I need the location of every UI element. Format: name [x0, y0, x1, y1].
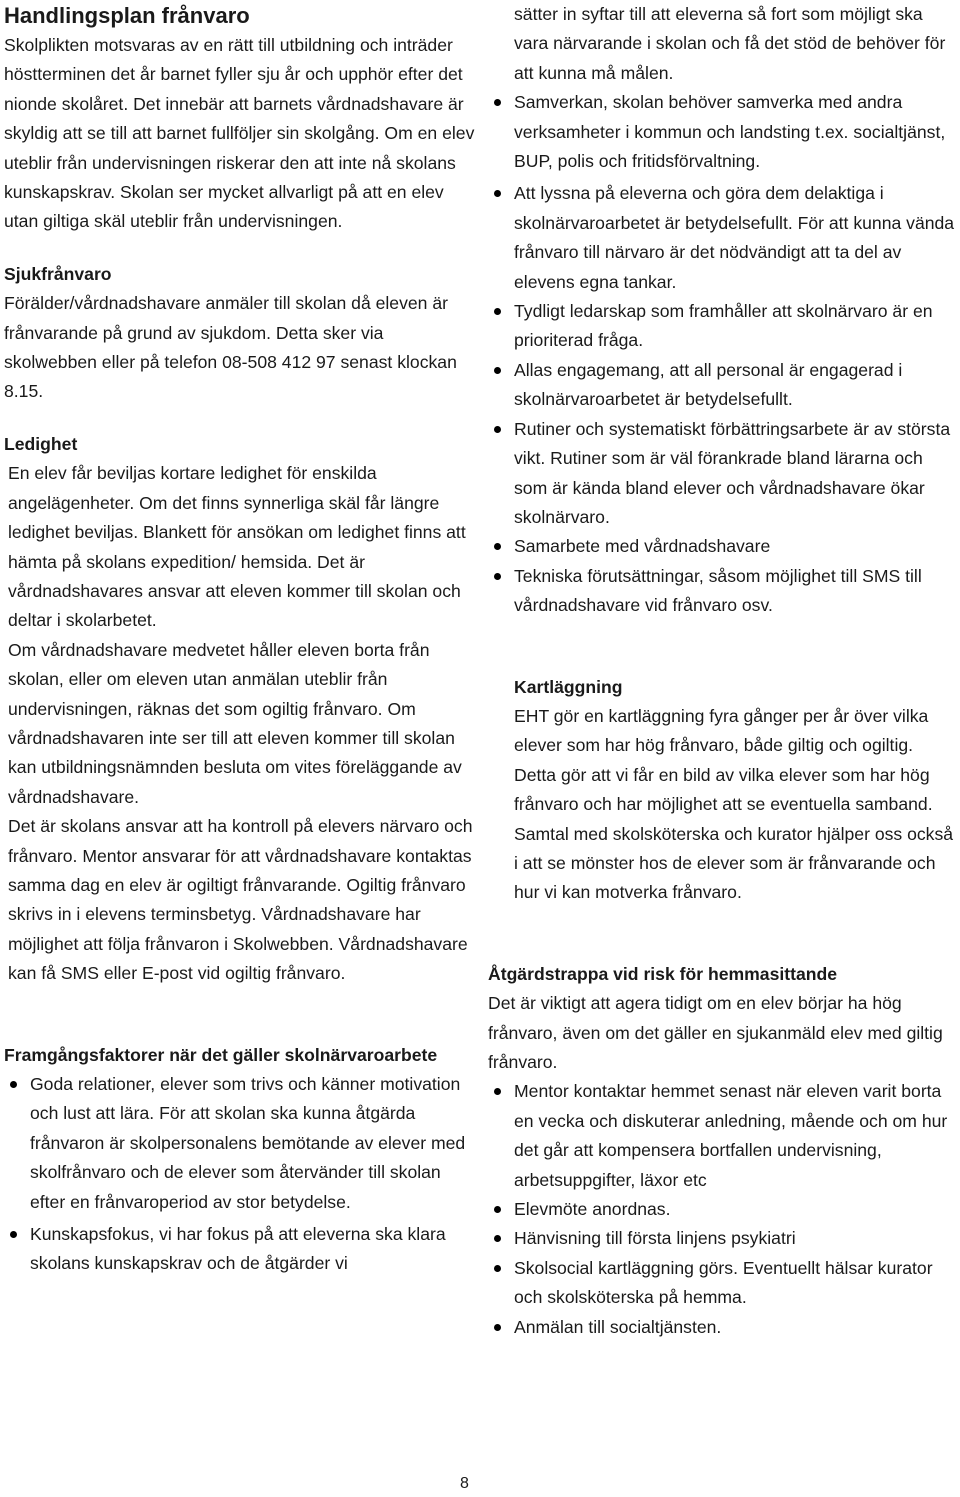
- sjukfranvaro-paragraph: Förälder/vårdnadshavare anmäler till skolan då eleven är frånvarande på grund av sjukdom. Detta sker via skolwebben eller på telefon 08-508 412 97 senast klockan 8.15.: [4, 293, 457, 402]
- ansvar-paragraph: Det är skolans ansvar att ha kontroll på elevers närvaro och frånvaro. Mentor ansvarar för att vårdnadshavare kontaktas samma dag en elev är ogiltigt frånvarande. Ogiltig frånvaro skrivs in i elevens terminsbetyg. Vårdnadshavare har möjlighet att följa frånvaron i Skolwebben. Vårdnadshavare kan få SMS eller E-post vid ogiltig frånvaro.: [8, 816, 473, 984]
- kartlaggning-heading: Kartläggning: [514, 676, 623, 697]
- success-factors-list: [488, 88, 956, 620]
- continuation-text: sätter in syftar till att eleverna så fort som möjligt ska vara närvarande i skolan och få det stöd de behöver för att kunna må målen.: [514, 4, 946, 83]
- list-item: Samverkan, skolan behöver samverka med andra verksamheter i kommun och landsting t.ex. socialtjänst, BUP, polis och fritidsförvaltning.: [488, 88, 956, 176]
- atgardstrappa-heading: Åtgärdstrappa vid risk för hemmasittande: [488, 963, 838, 984]
- list-item: Allas engagemang, att all personal är engagerad i skolnärvaroarbetet är betydelsefullt.: [488, 356, 956, 415]
- list-item: Mentor kontaktar hemmet senast när eleven varit borta en vecka och diskuterar anledning, mående och om hur det går att kompensera bortfallen undervisning, arbetsuppgifter, läxor etc: [488, 1077, 956, 1195]
- list-item: Anmälan till socialtjänsten.: [488, 1313, 956, 1342]
- right-column: [488, 0, 956, 1342]
- list-item: Skolsocial kartläggning görs. Eventuellt hälsar kurator och skolsköterska på hemma.: [488, 1254, 956, 1313]
- atgardstrappa-list: [488, 1077, 956, 1342]
- list-item: Tekniska förutsättningar, såsom möjlighet till SMS till vårdnadshavare vid frånvaro osv.: [488, 562, 956, 621]
- ogiltig-franvaro-paragraph: Om vårdnadshavare medvetet håller eleven borta från skolan, eller om eleven utan anmälan uteblir från undervisningen, räknas det som ogiltig frånvaro. Om vårdnadshavaren inte ser till att eleven kommer till skolan kan utbildningsnämnden besluta om vites föreläggande av vårdnadshavare.: [8, 639, 462, 807]
- list-item: Att lyssna på eleverna och göra dem delaktiga i skolnärvaroarbetet är betydelsefullt. För att kunna vända frånvaro till närvaro är det nödvändigt att ta del av elevens egna tankar.: [488, 179, 956, 297]
- list-item: Elevmöte anordnas.: [488, 1195, 956, 1224]
- framgangsfaktorer-list: [4, 1070, 480, 1279]
- list-item: Hänvisning till första linjens psykiatri: [488, 1224, 956, 1253]
- kartlaggning-paragraph: EHT gör en kartläggning fyra gånger per år över vilka elever som har hög frånvaro, både giltig och ogiltig. Detta gör att vi får en bild av vilka elever som har hög frånvaro och har möjlighet att se eventuella samband. Samtal med skolsköterska och kurator hjälper oss också i att se mönster hos de elever som är frånvarande och hur vi kan motverka frånvaro.: [514, 705, 954, 903]
- list-item: Kunskapsfokus, vi har fokus på att eleverna ska klara skolans kunskapskrav och de åtgärder vi: [4, 1220, 480, 1279]
- ledighet-paragraph: En elev får beviljas kortare ledighet för enskilda angelägenheter. Om det finns synnerliga skäl får längre ledighet beviljas. Blankett för ansökan om ledighet finns att hämta på skolans expedition/ hemsida. Det är vårdnadshavares ansvar att eleven kommer till skolan och deltar i skolarbetet.: [8, 463, 466, 631]
- intro-paragraph: Skolplikten motsvaras av en rätt till utbildning och inträder höstterminen det år barnet fyller sju år och upphör efter det nionde skolåret. Det innebär att barnets vårdnadshavare är skyldig att se till att barnet fullföljer sin skolgång. Om en elev uteblir från undervisningen riskerar den att inte nå skolans kunskapskrav. Skolan ser mycket allvarligt på att en elev utan giltiga skäl uteblir från undervisningen.: [4, 35, 475, 232]
- sjukfranvaro-heading: Sjukfrånvaro: [4, 263, 112, 284]
- list-item: Tydligt ledarskap som framhåller att skolnärvaro är en prioriterad fråga.: [488, 297, 956, 356]
- ledighet-heading: Ledighet: [4, 433, 78, 454]
- page-title: Handlingsplan frånvaro: [4, 3, 250, 28]
- left-column: [4, 0, 480, 1279]
- page-number: 8: [460, 1475, 469, 1492]
- list-item: Rutiner och systematiskt förbättringsarbete är av största vikt. Rutiner som är väl förankrade bland lärarna och som är kända bland elever och vårdnadshavare ökar skolnärvaro.: [488, 415, 956, 533]
- list-item: Samarbete med vårdnadshavare: [488, 532, 956, 561]
- list-item: Goda relationer, elever som trivs och känner motivation och lust att lära. För att skolan ska kunna åtgärda frånvaron är skolpersonalens bemötande av elever med skolfrånvaro och de elever som återvänder till skolan efter en frånvaroperiod av stor betydelse.: [4, 1070, 480, 1217]
- atgardstrappa-paragraph: Det är viktigt att agera tidigt om en elev börjar ha hög frånvaro, även om det gäller en sjukanmäld elev med giltig frånvaro.: [488, 993, 943, 1072]
- framgangsfaktorer-heading: Framgångsfaktorer när det gäller skolnärvaroarbete: [4, 1044, 438, 1065]
